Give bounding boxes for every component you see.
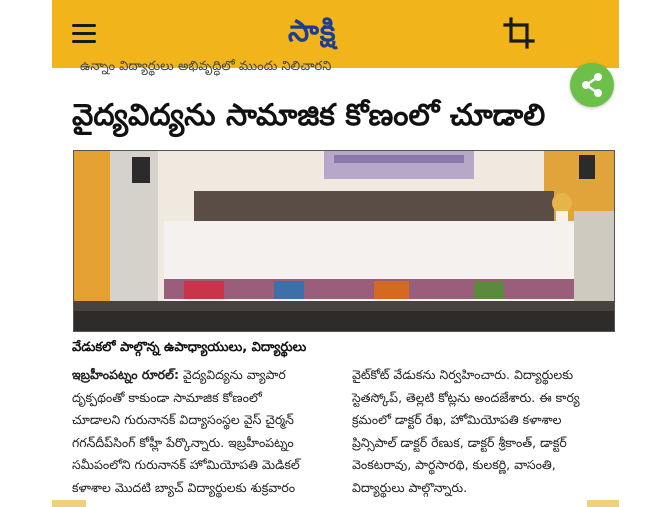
- hamburger-menu-icon[interactable]: [72, 24, 96, 44]
- photo-caption: వేడుకలో పాల్గొన్న ఉపాధ్యాయులు, విద్యార్థులు: [72, 340, 307, 355]
- page-edge-marker-right: [587, 500, 619, 507]
- article-paragraph-line: వెంకటరావు, పార్థసారథి, కులకర్ణి, వాసంతి,: [352, 457, 556, 473]
- article-paragraph-line: దృక్పథంతో కాకుండా సామాజిక కోణంలో: [72, 389, 262, 405]
- sakshi-logo[interactable]: సాక్షి: [288, 14, 337, 49]
- article-paragraph-line: చూడాలని గురునానక్ విద్యాసంస్థల వైస్ చైర్మన్: [72, 412, 294, 428]
- previous-article-text: ఉన్నాం విద్యార్థులు అభివృద్ధిలో ముందు నిలిచారని: [80, 59, 332, 74]
- article-paragraph-line: వైట్‌కోట్ వేడుకను నిర్వహించారు. విద్యార్థులకు: [352, 367, 574, 382]
- page-edge-marker-left: [52, 500, 86, 507]
- article-paragraph-line: గగన్‌దీప్‌సింగ్ కోహ్లీ పేర్కొన్నారు. ఇబ్రహీంపట్నం: [72, 434, 294, 450]
- article-paragraph-line: కళాశాల మొదటి బ్యాచ్ విద్యార్థులకు శుక్రవారం: [72, 479, 296, 495]
- article-text: వైద్యవిద్యను వ్యాపార: [178, 367, 286, 382]
- article-paragraph-line: స్టెతస్కోప్, తెల్లటి కోట్లను అందజేశారు. ఈ కార్య: [352, 389, 580, 405]
- article-headline: వైద్యవిద్యను సామాజిక కోణంలో చూడాలి: [72, 98, 546, 133]
- article-body-left-column: [72, 364, 334, 500]
- article-paragraph-line: విద్యార్థులు పాల్గొన్నారు.: [352, 479, 468, 495]
- newspaper-page: [52, 0, 619, 507]
- app-header: [52, 0, 619, 68]
- article-paragraph-line: [72, 364, 334, 387]
- article-dateline: ఇబ్రహీంపట్నం రూరల్:: [72, 367, 179, 382]
- article-paragraph-line: సమీపంలోని గురునానక్ హోమియోపతి మెడికల్: [72, 457, 300, 473]
- article-paragraph-line: ప్రిన్సిపాల్ డాక్టర్ రేణుక, డాక్టర్ శ్రీకాంత్, డాక్టర్: [352, 434, 567, 450]
- article-body-right-column: [352, 364, 614, 500]
- article-photo: [73, 150, 615, 332]
- previous-article-strip: [52, 59, 619, 80]
- crop-icon[interactable]: [502, 16, 536, 50]
- article-paragraph-line: క్రమంలో డాక్టర్ రేఖ, హోమియోపతి కళాశాల: [352, 412, 562, 428]
